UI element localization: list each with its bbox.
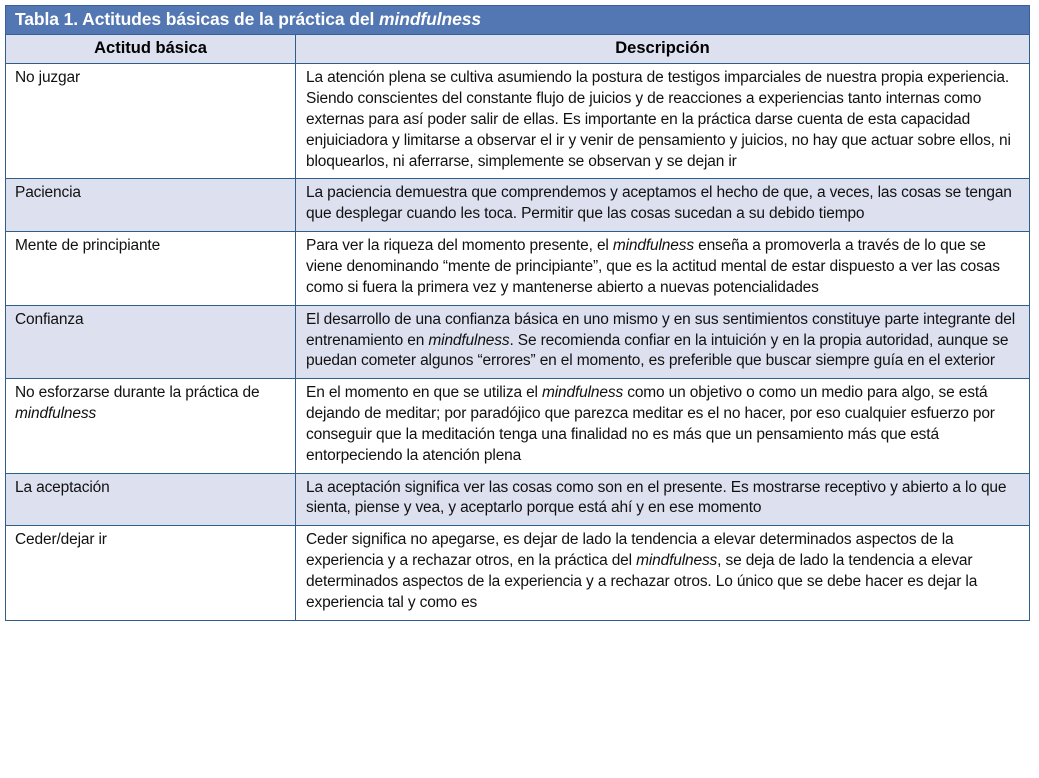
description-text: Para ver la riqueza del momento presente, el mindfulness enseña a promoverla a través de lo que se viene denominando “mente de principiante”, que es la actitud mental de estar dispuesto a ver las cosas como si fuera la primera vez y mantenerse abierto a nuevas potencialidades [306,237,1000,296]
attitude-text: La aceptación [15,478,110,496]
attitude-text: Confianza [15,310,84,328]
cell-attitude [6,379,296,473]
description-text: La paciencia demuestra que comprendemos y aceptamos el hecho de que, a veces, las cosas se tengan que desplegar cuando les toca. Permitir que las cosas sucedan a su debido tiempo [306,184,1012,223]
description-text: El desarrollo de una confianza básica en uno mismo y en sus sentimientos constituye parte integrante del entrenamiento en mindfulness. Se recomienda confiar en la intuición y en la propia autoridad, aunque se puedan cometer algunos “errores” en el momento, es preferible que buscar siempre guía en el exterior [306,310,1016,370]
cell-attitude [6,526,296,620]
cell-description [296,526,1030,620]
cell-description [296,64,1030,179]
table-row [6,473,1030,526]
cell-attitude [6,64,296,179]
table-title-row [6,6,1030,35]
description-text: Ceder significa no apegarse, es dejar de lado la tendencia a elevar determinados aspectos de la experiencia y a rechazar otros, en la práctica del mindfulness, se deja de lado la tendencia a elevar determinados aspectos de la experiencia y a rechazar otros. Lo único que se debe hacer es dejar la experiencia tal y como es [306,531,978,611]
description-text: La atención plena se cultiva asumiendo la postura de testigos imparciales de nuestra propia experiencia. Siendo conscientes del constante flujo de juicios y de reacciones a experiencias tanto internas como externas para así poder salir de ellas. Es importante en la práctica darse cuenta de esta capacidad enjuiciadora y limitarse a observar el ir y venir de pensamiento y juicios, no hay que actuar sobre ellos, ni bloquearlos, ni aferrarse, simplemente se observan y se dejan ir [306,69,1011,170]
cell-description [296,379,1030,473]
attitudes-table [5,5,1030,621]
table-title-cell [6,6,1030,35]
cell-attitude [6,179,296,232]
cell-attitude [6,232,296,306]
attitude-text: Mente de principiante [15,237,161,255]
table-row [6,64,1030,179]
attitude-text: No juzgar [15,69,80,87]
cell-description [296,232,1030,306]
column-header-row [6,35,1030,64]
table-row [6,232,1030,306]
description-text: En el momento en que se utiliza el mindfulness como un objetivo o como un medio para algo, se está dejando de meditar; por paradójico que parezca meditar es el no hacer, por eso cualquier esfuerzo por conseguir que la meditación tenga una finalidad no es más que un pensamiento más que está entorpeciendo la atención plena [306,384,995,464]
cell-attitude [6,305,296,379]
cell-description [296,179,1030,232]
cell-description [296,305,1030,379]
cell-attitude [6,473,296,526]
table-head [6,6,1030,64]
description-text: La aceptación significa ver las cosas como son en el presente. Es mostrarse receptivo y abierto a lo que sienta, piense y vea, y aceptarlo porque está ahí y en ese momento [306,478,1007,517]
cell-description [296,473,1030,526]
column-header-attitude: Actitud básica [6,35,296,64]
table-title-text: Tabla 1. Actitudes básicas de la práctica del mindfulness [15,9,482,29]
table-row [6,179,1030,232]
attitude-text: No esforzarse durante la práctica de mindfulness [15,384,260,423]
table-row [6,379,1030,473]
column-header-description: Descripción [296,35,1030,64]
table-body [6,64,1030,620]
table-row [6,305,1030,379]
table-row [6,526,1030,620]
attitude-text: Paciencia [15,184,81,202]
attitude-text: Ceder/dejar ir [15,531,107,549]
